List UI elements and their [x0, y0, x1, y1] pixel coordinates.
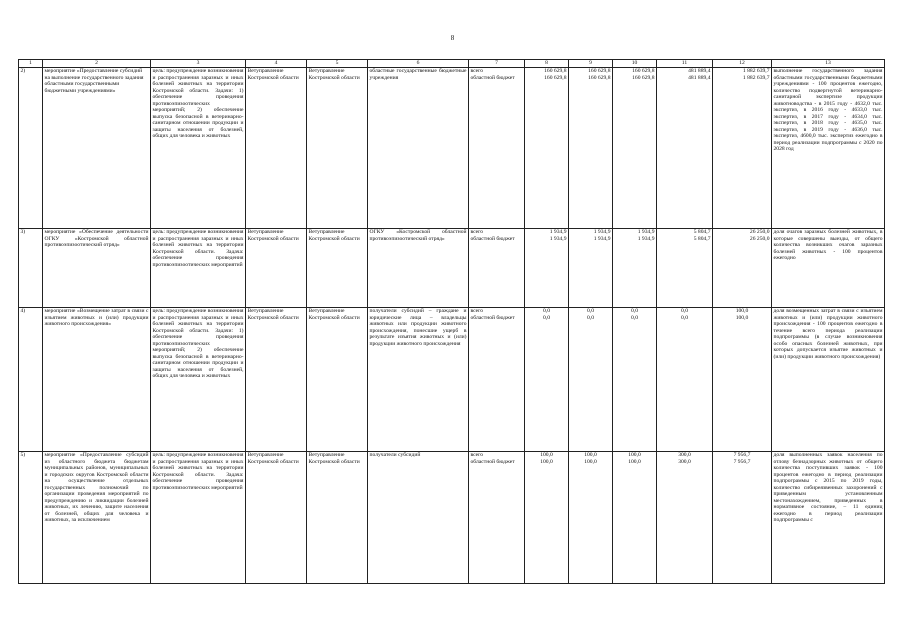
value: 100,0 [540, 452, 553, 459]
column-number: 1 [19, 60, 43, 68]
value-cell [657, 451, 713, 583]
value: 481 889,4 [688, 68, 711, 75]
value: 0,0 [543, 308, 550, 315]
activity-cell: мероприятие «Предоставление субсидий на выполнение государственного задания областными государственными бюджетными учреждениями» [43, 67, 151, 228]
value: 1 934,9 [593, 229, 611, 236]
value: 100,0 [735, 314, 749, 321]
result-cell: выполнение государственного задания областными государственными бюджетными учреждениями - 100 процентов ежегодно, количество подвергнутой ветеринарно-санитарной экспертизе продукции животноводства - в 2015 году - 4632,0 тыс. экспертиз, в 2016 году - 4633,0 тыс. экспертиз, в 2017 году - 4634,0 тыс. экспертиз, в 2018 году - 4635,0 тыс. экспертиз, в 2019 году - 4636,0 тыс. экспертиз, 4600,0 тыс. экспертиз ежегодно в период реализации подпрограммы с 2020 по 2028 год [772, 67, 885, 228]
value-cell [713, 307, 772, 451]
column-number-row [19, 60, 885, 68]
value: 0,0 [681, 308, 688, 315]
column-number: 3 [151, 60, 246, 68]
source-total: всего [470, 68, 484, 75]
value: 0,0 [543, 314, 550, 321]
value: 100,0 [584, 458, 597, 465]
value-cell [525, 307, 569, 451]
value: 160 629,8 [544, 68, 567, 75]
column-number: 12 [713, 60, 772, 68]
goal-cell: цель: предупреждение возникновения и распространения заразных и иных болезней животных на территории Костромской области. Задачи: 1) обеспечение проведения противоэпизоотических мероприятий; 2) обеспечение выпуска безопасной в ветеринарно-санитарном отношении продукции и защиты населения от болезней, общих для человека и животных [151, 307, 246, 451]
value: 160 629,8 [632, 74, 655, 81]
value: 5 804,7 [693, 229, 711, 236]
executor-cell: областные государственные бюджетные учреждения [368, 67, 469, 228]
value-cell [569, 228, 613, 307]
value-cell [613, 228, 657, 307]
value: 1 934,9 [549, 229, 567, 236]
responsible-cell: Ветуправление Костромской области [307, 307, 368, 451]
source-regional-budget: областной бюджет [470, 458, 515, 465]
column-number: 5 [307, 60, 368, 68]
value-cell [525, 451, 569, 583]
value-cell [525, 67, 569, 228]
value: 1 934,9 [549, 235, 567, 242]
value-cell [657, 307, 713, 451]
value: 100,0 [584, 452, 597, 459]
funding-source-cell [469, 67, 525, 228]
value: 300,0 [678, 452, 691, 459]
source-total: всего [470, 308, 484, 315]
executor-cell: получатели субсидий [368, 451, 469, 583]
value-cell [569, 451, 613, 583]
page-number: 8 [450, 34, 455, 42]
table-row [19, 67, 885, 228]
value-cell [713, 451, 772, 583]
value: 100,0 [540, 458, 553, 465]
activity-cell: мероприятие «Возмещение затрат в связи с изъятием животных и (или) продукции животного происхождения» [43, 307, 151, 451]
value-cell [657, 67, 713, 228]
row-number: 4) [19, 307, 43, 451]
value: 1 934,9 [637, 235, 655, 242]
executor-cell: получатели субсидий – граждане и юридические лица – владельцы животных или продукции животного происхождения, понесшие ущерб в результате изъятия животных и (или) продукции животного происхождения [368, 307, 469, 451]
column-number: 13 [772, 60, 885, 68]
value: 0,0 [631, 314, 638, 321]
source-regional-budget: областной бюджет [470, 314, 515, 321]
value: 0,0 [587, 308, 594, 315]
goal-cell: цель: предупреждение возникновения и распространения заразных и иных болезней животных на территории Костромской области. Задача: обеспечение проведения противоэпизоотических мероприятий [151, 451, 246, 583]
coordinator-cell: Ветуправление Костромской области [246, 67, 307, 228]
executor-cell: ОГКУ «Костромской областной противоэпизоотический отряд» [368, 228, 469, 307]
result-cell: доля выполненных заявок населения по отлову безнадзорных животных от общего количества поступивших заявок - 100 процентов ежегодно в период реализации подпрограммы с 2015 по 2019 годы, количество сибиреязвенных захоронений с приведенным установленным местонахождением, приведенных в нормативное состояние, – 11 единиц ежегодно в период реализации подпрограммы с [772, 451, 885, 583]
table-row [19, 451, 885, 583]
funding-source-cell [469, 451, 525, 583]
value: 300,0 [678, 458, 691, 465]
value: 0,0 [587, 314, 594, 321]
column-number: 11 [657, 60, 713, 68]
value-cell [613, 307, 657, 451]
value: 26 250,0 [749, 229, 770, 236]
value: 0,0 [681, 314, 688, 321]
row-number: 3) [19, 228, 43, 307]
column-number: 7 [469, 60, 525, 68]
value-cell [525, 228, 569, 307]
responsible-cell: Ветуправление Костромской области [307, 67, 368, 228]
value-cell [613, 451, 657, 583]
column-number: 9 [569, 60, 613, 68]
result-cell: доля очагов заразных болезней животных, в которые совершены выезды, от общего количества возникших очагов заразных болезней животных - 100 процентов ежегодно [772, 228, 885, 307]
funding-source-cell [469, 228, 525, 307]
value-cell [569, 307, 613, 451]
value: 481 889,4 [688, 74, 711, 81]
column-number: 2 [43, 60, 151, 68]
activity-cell: мероприятие «Обеспечение деятельности ОГКУ «Костромской областной противоэпизоотический отряд» [43, 228, 151, 307]
row-number: 2) [19, 67, 43, 228]
value: 160 629,8 [588, 68, 611, 75]
value: 1 934,9 [637, 229, 655, 236]
responsible-cell: Ветуправление Костромской области [307, 228, 368, 307]
value: 7 956,7 [733, 458, 751, 465]
source-regional-budget: областной бюджет [470, 74, 515, 81]
value: 7 956,7 [733, 452, 751, 459]
value: 100,0 [735, 308, 749, 315]
value: 160 629,8 [632, 68, 655, 75]
value: 100,0 [628, 452, 641, 459]
value: 1 882 639,7 [742, 68, 770, 75]
program-activities-table [18, 59, 885, 584]
table-row [19, 307, 885, 451]
column-number: 6 [368, 60, 469, 68]
value: 160 629,8 [588, 74, 611, 81]
column-number: 8 [525, 60, 569, 68]
value-cell [569, 67, 613, 228]
value-cell [713, 228, 772, 307]
source-regional-budget: областной бюджет [470, 235, 515, 242]
value: 1 882 639,7 [742, 74, 770, 81]
value: 1 934,9 [593, 235, 611, 242]
value: 26 250,0 [749, 235, 770, 242]
value-cell [613, 67, 657, 228]
table-row [19, 228, 885, 307]
row-number: 5) [19, 451, 43, 583]
source-total: всего [470, 452, 484, 459]
value-cell [713, 67, 772, 228]
value-cell [657, 228, 713, 307]
source-total: всего [470, 229, 484, 236]
column-number: 4 [246, 60, 307, 68]
coordinator-cell: Ветуправление Костромской области [246, 451, 307, 583]
activity-cell: мероприятие «Предоставление субсидий из областного бюджета бюджетам муниципальных районов, муниципальных и городских округов Костромской области на осуществление отдельных государственных полномочий по организации проведения мероприятий по предупреждению и ликвидации болезней животных, их лечению, защите населения от болезней, общих для человека и животных, за исключением [43, 451, 151, 583]
value: 160 629,8 [544, 74, 567, 81]
result-cell: доля возмещенных затрат в связи с изъятием животных и (или) продукции животного происхождения - 100 процентов ежегодно в течение всего периода реализации подпрограммы (в случае возникновения особо опасных болезней животных, при которых допускается изъятие животных и (или) продукции животного происхождения) [772, 307, 885, 451]
value: 0,0 [631, 308, 638, 315]
goal-cell: цель: предупреждение возникновения и распространения заразных и иных болезней животных на территории Костромской области. Задачи: 1) обеспечение проведения противоэпизоотических мероприятий; 2) обеспечение выпуска безопасной в ветеринарно-санитарном отношении продукции и защиты населения от болезней, общих для человека и животных [151, 67, 246, 228]
goal-cell: цель: предупреждение возникновения и распространения заразных и иных болезней животных на территории Костромской области. Задача: обеспечение проведения противоэпизоотических мероприятий [151, 228, 246, 307]
funding-source-cell [469, 307, 525, 451]
column-number: 10 [613, 60, 657, 68]
value: 5 804,7 [693, 235, 711, 242]
coordinator-cell: Ветуправление Костромской области [246, 307, 307, 451]
value: 100,0 [628, 458, 641, 465]
responsible-cell: Ветуправление Костромской области [307, 451, 368, 583]
coordinator-cell: Ветуправление Костромской области [246, 228, 307, 307]
